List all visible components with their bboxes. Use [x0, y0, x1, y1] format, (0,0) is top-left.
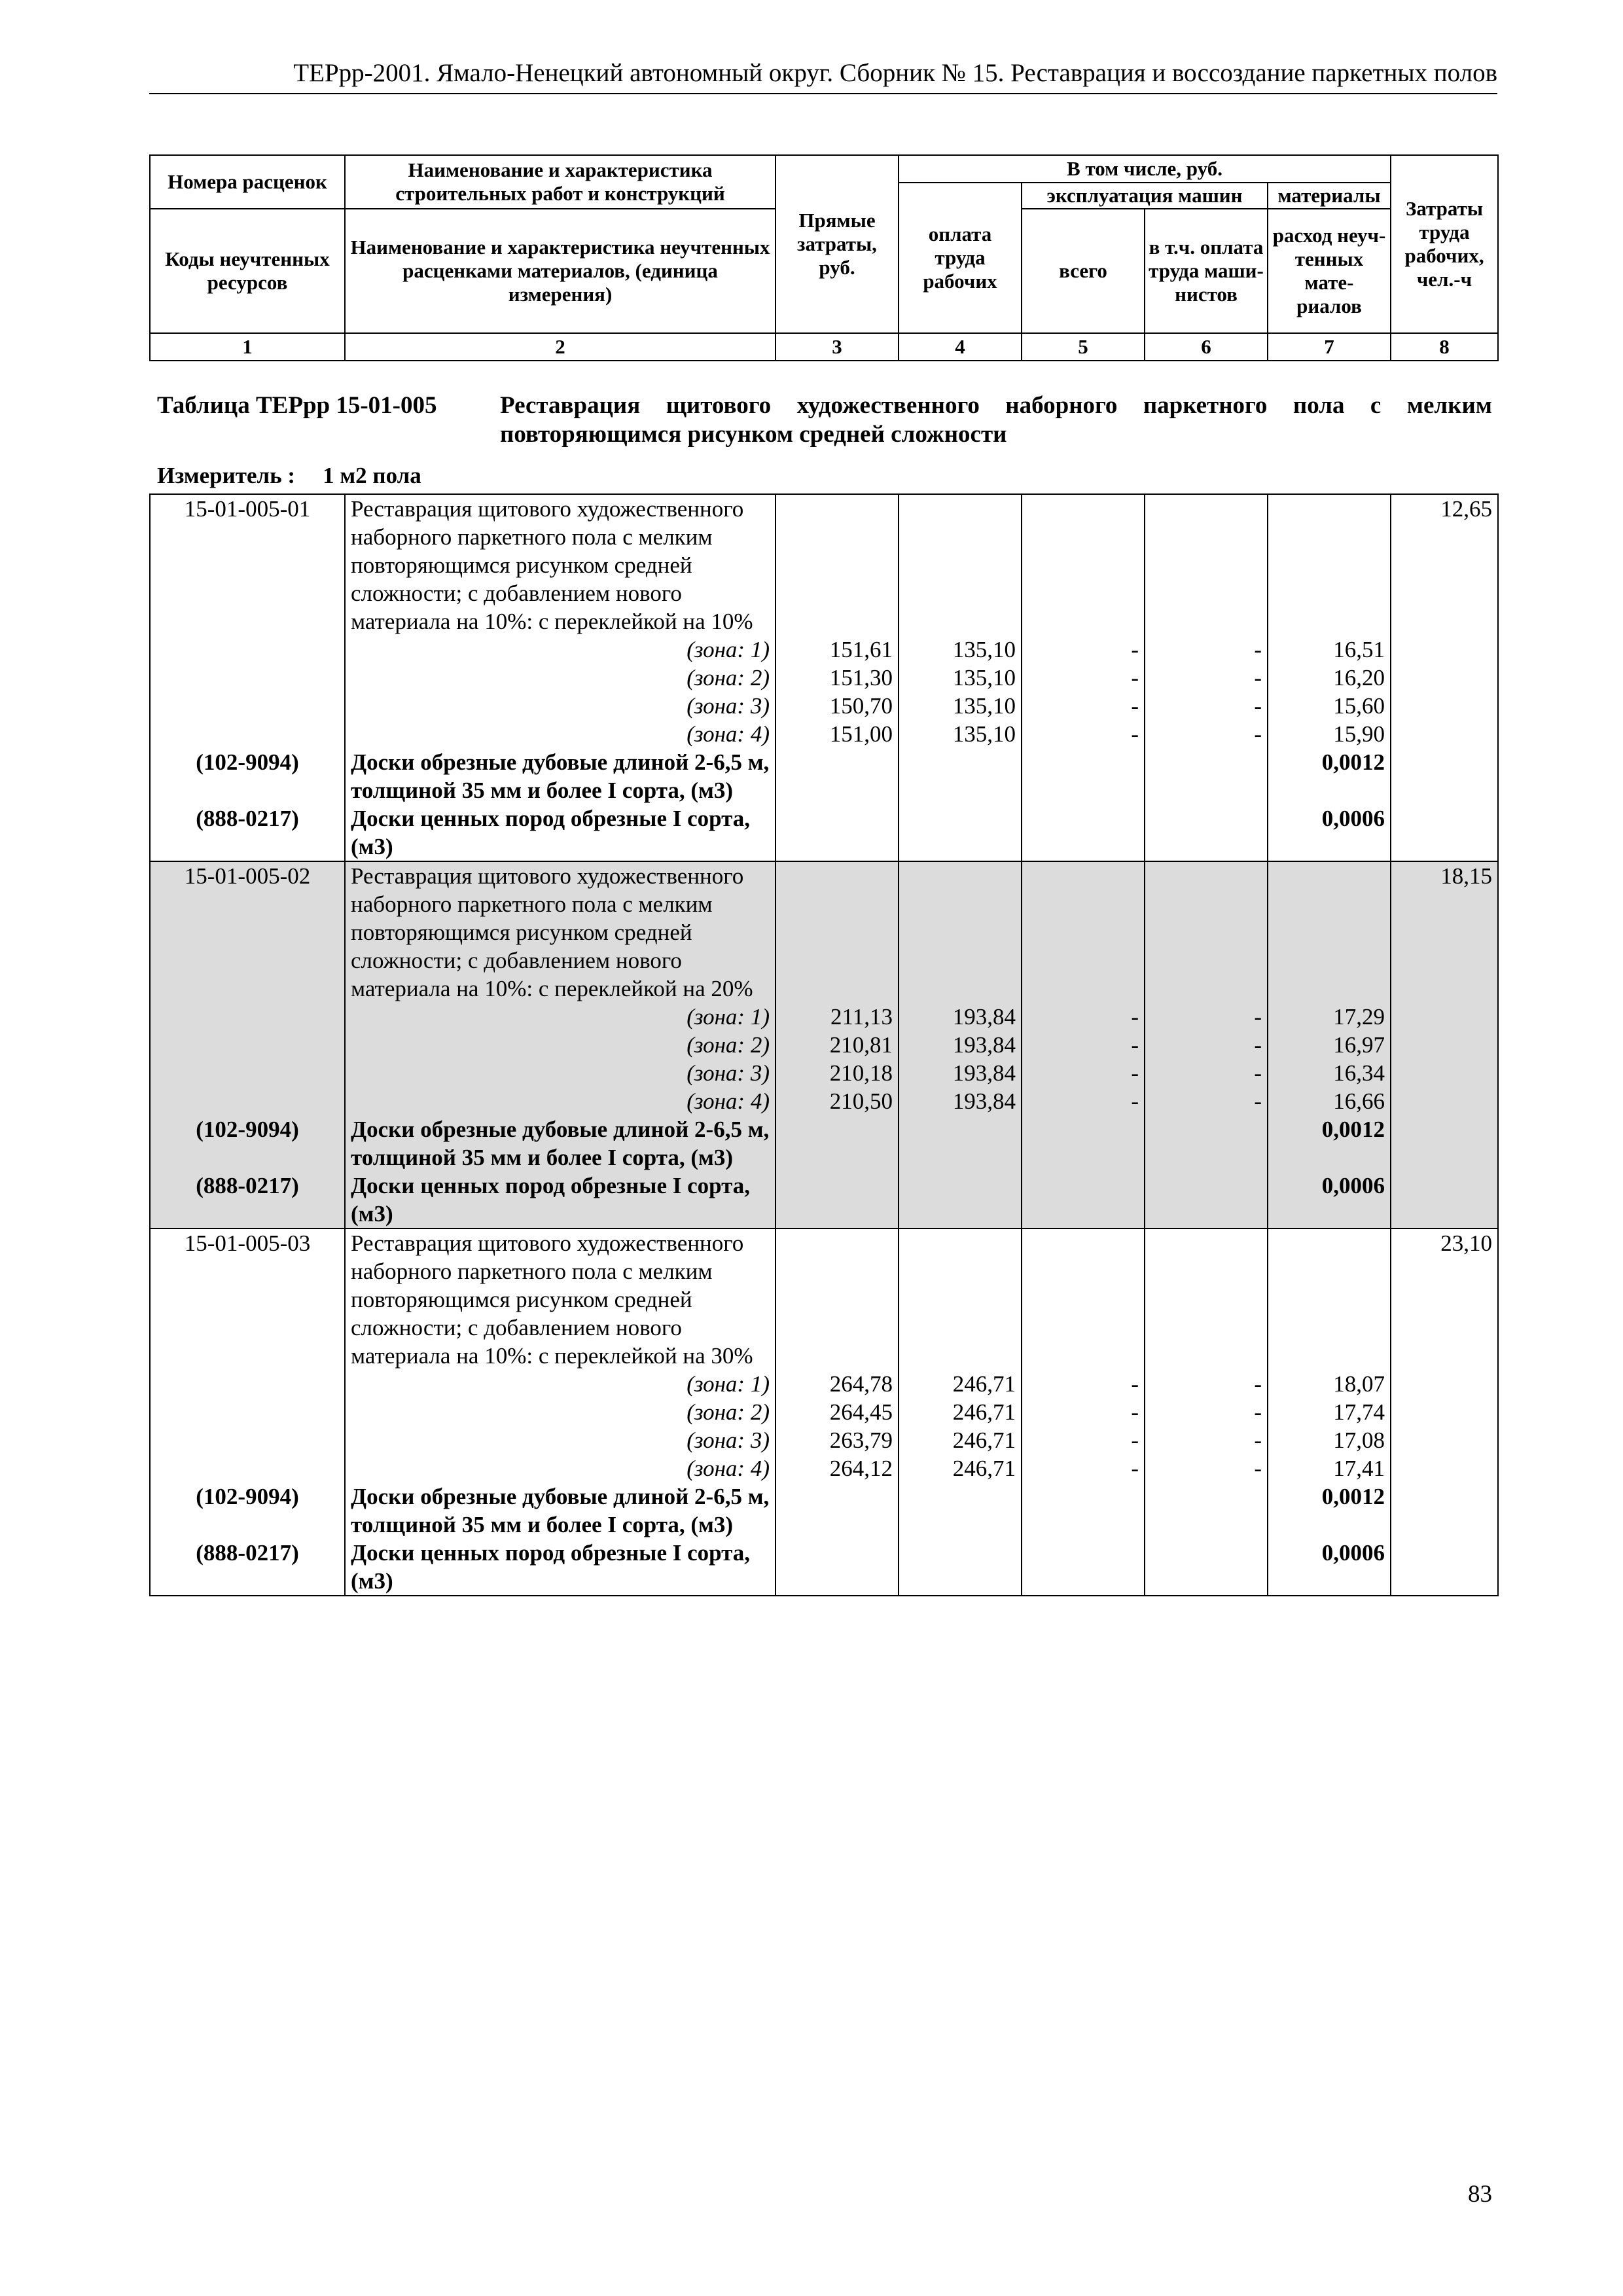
running-header: ТЕРрр-2001. Ямало-Ненецкий автономный округ. Сборник № 15. Реставрация и воссоздание паркетных полов: [293, 59, 1497, 87]
resource-row: [150, 1539, 1498, 1596]
hdr-col-number: 3: [776, 333, 899, 361]
zone-row: [150, 1370, 1498, 1398]
hdr-including: В том числе, руб.: [899, 155, 1391, 183]
zone-label: (зона: 2): [345, 1398, 776, 1426]
table-number: Таблица ТЕРрр 15-01-005: [157, 392, 437, 419]
hdr-col-number: 4: [899, 333, 1022, 361]
direct-cost: 210,81: [776, 1031, 899, 1059]
direct-cost: 151,61: [776, 636, 899, 664]
zone-label: (зона: 3): [345, 1059, 776, 1087]
zone-row: [150, 1426, 1498, 1454]
page-number: 83: [1468, 2181, 1492, 2208]
header-rule: [149, 93, 1497, 94]
resource-name: Доски обрезные дубовые длиной 2-6,5 м, толщиной 35 мм и более I сорта, (м3): [345, 1482, 776, 1539]
resource-code: (888-0217): [150, 804, 345, 861]
hdr-material-name: Наименование и характеристика неучтенных расценками материалов, (единица измерения): [345, 209, 776, 333]
worker-wages: 193,84: [899, 1003, 1022, 1031]
labor-hours: 23,10: [1391, 1229, 1498, 1370]
hdr-col-number: 1: [150, 333, 345, 361]
resource-amount: 0,0012: [1268, 1482, 1391, 1539]
worker-wages: 246,71: [899, 1454, 1022, 1482]
worker-wages: 135,10: [899, 692, 1022, 720]
resource-name: Доски ценных пород обрезные I сорта, (м3): [345, 1539, 776, 1596]
hdr-col-number: 2: [345, 333, 776, 361]
rate-description: Реставрация щитового художественного наборного паркетного пола с мелким повторяющимся рисунком средней сложности; с добавлением нового материала на 10%: с переклейкой на 20%: [345, 861, 776, 1003]
machines-total: -: [1022, 1398, 1145, 1426]
resource-amount: 0,0006: [1268, 804, 1391, 861]
machines-total: -: [1022, 1087, 1145, 1115]
hdr-col-number: 8: [1391, 333, 1498, 361]
materials-cost: 15,90: [1268, 720, 1391, 748]
zone-row: [150, 1003, 1498, 1031]
materials-cost: 16,34: [1268, 1059, 1391, 1087]
machines-total: -: [1022, 1426, 1145, 1454]
machines-total: -: [1022, 664, 1145, 692]
direct-cost: 264,78: [776, 1370, 899, 1398]
resource-amount: 0,0012: [1268, 1115, 1391, 1172]
hdr-col-number: 5: [1022, 333, 1145, 361]
resource-row: [150, 1115, 1498, 1172]
resource-amount: 0,0006: [1268, 1172, 1391, 1229]
zone-label: (зона: 2): [345, 664, 776, 692]
zone-row: [150, 1031, 1498, 1059]
materials-cost: 16,66: [1268, 1087, 1391, 1115]
machinist-wages: -: [1145, 692, 1268, 720]
machines-total: -: [1022, 692, 1145, 720]
zone-row: [150, 636, 1498, 664]
resource-code: (102-9094): [150, 1482, 345, 1539]
machines-total: -: [1022, 1454, 1145, 1482]
machinist-wages: -: [1145, 1426, 1268, 1454]
rate-row: [150, 1229, 1498, 1370]
zone-label: (зона: 4): [345, 1087, 776, 1115]
worker-wages: 193,84: [899, 1031, 1022, 1059]
machinist-wages: -: [1145, 1031, 1268, 1059]
hdr-machine-operation: эксплуатация машин: [1022, 183, 1268, 209]
zone-label: (зона: 4): [345, 1454, 776, 1482]
materials-cost: 17,74: [1268, 1398, 1391, 1426]
resource-name: Доски обрезные дубовые длиной 2-6,5 м, толщиной 35 мм и более I сорта, (м3): [345, 1115, 776, 1172]
materials-cost: 15,60: [1268, 692, 1391, 720]
materials-cost: 17,41: [1268, 1454, 1391, 1482]
machines-total: -: [1022, 1370, 1145, 1398]
resource-code: (102-9094): [150, 1115, 345, 1172]
hdr-col-number: 6: [1145, 333, 1268, 361]
zone-label: (зона: 1): [345, 636, 776, 664]
hdr-work-name: Наименование и характеристика строительных работ и конструкций: [345, 155, 776, 209]
direct-cost: 150,70: [776, 692, 899, 720]
direct-cost: 211,13: [776, 1003, 899, 1031]
unit-of-measure: [157, 462, 421, 490]
labor-hours: 18,15: [1391, 861, 1498, 1003]
worker-wages: 135,10: [899, 636, 1022, 664]
zone-row: [150, 1087, 1498, 1115]
table-title: Реставрация щитового художественного наборного паркетного пола с мелким повторяющимся рисунком средней сложности: [500, 392, 1492, 448]
resource-row: [150, 1172, 1498, 1229]
direct-cost: 263,79: [776, 1426, 899, 1454]
hdr-worker-wages: оплата труда рабочих: [899, 183, 1022, 333]
machinist-wages: -: [1145, 1087, 1268, 1115]
hdr-materials: материалы: [1268, 183, 1391, 209]
hdr-col-number: 7: [1268, 333, 1391, 361]
machinist-wages: -: [1145, 720, 1268, 748]
zone-label: (зона: 2): [345, 1031, 776, 1059]
machines-total: -: [1022, 1003, 1145, 1031]
resource-amount: 0,0012: [1268, 748, 1391, 804]
machinist-wages: -: [1145, 1454, 1268, 1482]
unit-label: Измеритель :: [157, 463, 296, 488]
worker-wages: 193,84: [899, 1059, 1022, 1087]
direct-cost: 210,50: [776, 1087, 899, 1115]
column-header-table: [149, 154, 1499, 361]
rate-description: Реставрация щитового художественного наборного паркетного пола с мелким повторяющимся рисунком средней сложности; с добавлением нового материала на 10%: с переклейкой на 10%: [345, 494, 776, 636]
hdr-machinist-wages: в т.ч. оплата труда маши- нистов: [1145, 209, 1268, 333]
resource-code: (102-9094): [150, 748, 345, 804]
materials-cost: 16,97: [1268, 1031, 1391, 1059]
zone-label: (зона: 3): [345, 1426, 776, 1454]
materials-cost: 17,08: [1268, 1426, 1391, 1454]
worker-wages: 246,71: [899, 1398, 1022, 1426]
zone-row: [150, 1454, 1498, 1482]
hdr-direct-costs: Прямые затраты, руб.: [776, 155, 899, 333]
zone-label: (зона: 4): [345, 720, 776, 748]
machinist-wages: -: [1145, 1003, 1268, 1031]
resource-row: [150, 804, 1498, 861]
resource-amount: 0,0006: [1268, 1539, 1391, 1596]
machines-total: -: [1022, 1031, 1145, 1059]
resource-code: (888-0217): [150, 1539, 345, 1596]
machinist-wages: -: [1145, 1059, 1268, 1087]
hdr-material-consumption: расход неуч- тенных мате- риалов: [1268, 209, 1391, 333]
worker-wages: 193,84: [899, 1087, 1022, 1115]
hdr-machines-total: всего: [1022, 209, 1145, 333]
rate-code: 15-01-005-01: [150, 494, 345, 636]
rate-code: 15-01-005-02: [150, 861, 345, 1003]
zone-label: (зона: 3): [345, 692, 776, 720]
rate-row: [150, 494, 1498, 636]
resource-name: Доски ценных пород обрезные I сорта, (м3): [345, 804, 776, 861]
direct-cost: 151,00: [776, 720, 899, 748]
rate-description: Реставрация щитового художественного наборного паркетного пола с мелким повторяющимся рисунком средней сложности; с добавлением нового материала на 10%: с переклейкой на 30%: [345, 1229, 776, 1370]
resource-code: (888-0217): [150, 1172, 345, 1229]
hdr-resource-codes: Коды неучтенных ресурсов: [150, 209, 345, 333]
machinist-wages: -: [1145, 664, 1268, 692]
table-caption: [157, 391, 1492, 449]
zone-row: [150, 664, 1498, 692]
machinist-wages: -: [1145, 1370, 1268, 1398]
materials-cost: 16,20: [1268, 664, 1391, 692]
resource-name: Доски ценных пород обрезные I сорта, (м3): [345, 1172, 776, 1229]
machines-total: -: [1022, 720, 1145, 748]
materials-cost: 16,51: [1268, 636, 1391, 664]
worker-wages: 246,71: [899, 1426, 1022, 1454]
machinist-wages: -: [1145, 636, 1268, 664]
rate-code: 15-01-005-03: [150, 1229, 345, 1370]
direct-cost: 210,18: [776, 1059, 899, 1087]
machines-total: -: [1022, 1059, 1145, 1087]
zone-row: [150, 1059, 1498, 1087]
hdr-labor-hours: Затраты труда рабочих, чел.-ч: [1391, 155, 1498, 333]
worker-wages: 135,10: [899, 664, 1022, 692]
worker-wages: 135,10: [899, 720, 1022, 748]
zone-row: [150, 720, 1498, 748]
worker-wages: 246,71: [899, 1370, 1022, 1398]
rate-row: [150, 861, 1498, 1003]
labor-hours: 12,65: [1391, 494, 1498, 636]
resource-name: Доски обрезные дубовые длиной 2-6,5 м, толщиной 35 мм и более I сорта, (м3): [345, 748, 776, 804]
direct-cost: 264,45: [776, 1398, 899, 1426]
machinist-wages: -: [1145, 1398, 1268, 1426]
unit-value: 1 м2 пола: [323, 463, 421, 488]
materials-cost: 18,07: [1268, 1370, 1391, 1398]
zone-row: [150, 1398, 1498, 1426]
zone-label: (зона: 1): [345, 1003, 776, 1031]
resource-row: [150, 748, 1498, 804]
rates-table: [149, 493, 1499, 1596]
materials-cost: 17,29: [1268, 1003, 1391, 1031]
direct-cost: 151,30: [776, 664, 899, 692]
direct-cost: 264,12: [776, 1454, 899, 1482]
hdr-rate-numbers: Номера расценок: [150, 155, 345, 209]
zone-label: (зона: 1): [345, 1370, 776, 1398]
resource-row: [150, 1482, 1498, 1539]
machines-total: -: [1022, 636, 1145, 664]
zone-row: [150, 692, 1498, 720]
